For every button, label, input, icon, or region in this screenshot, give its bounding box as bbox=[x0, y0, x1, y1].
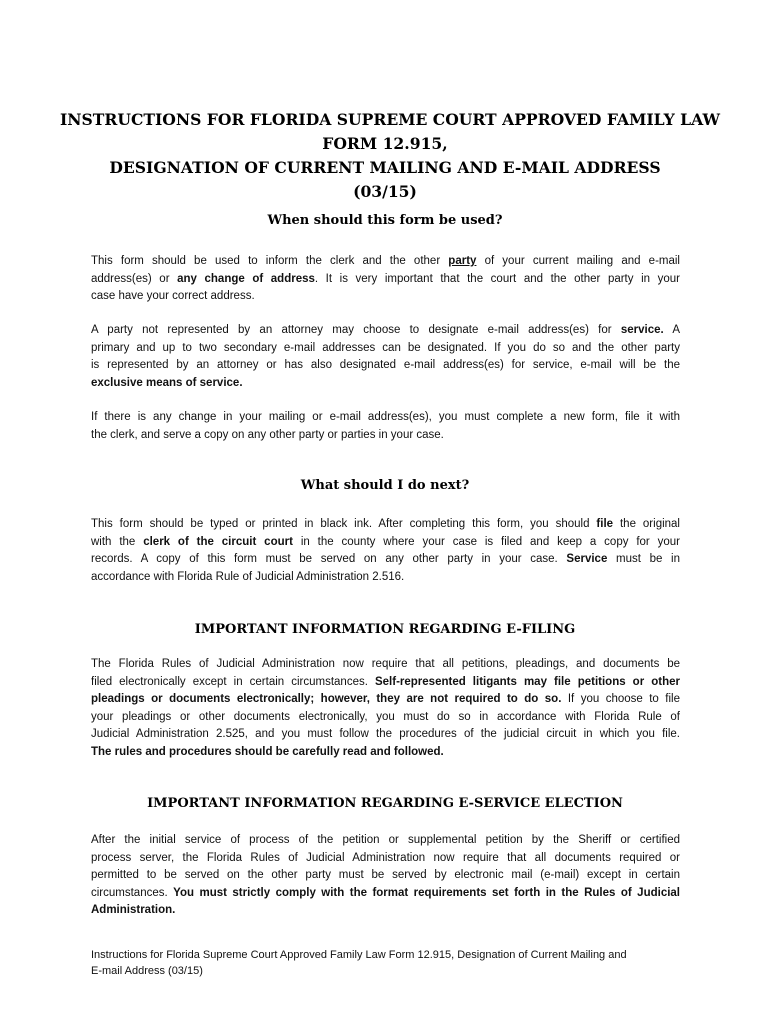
text-line: A party not represented by an attorney may choose to designate e-mail address(es) for service. A bbox=[91, 324, 681, 336]
title-line-3: DESIGNATION OF CURRENT MAILING AND E-MAIL ADDRESS bbox=[109, 158, 661, 177]
text-line: The Florida Rules of Judicial Administration now require that all petitions, pleadings, and documents be bbox=[91, 658, 680, 670]
paragraph-next-steps bbox=[91, 516, 680, 586]
text-line: the clerk, and serve a copy on any other party or parties in your case. bbox=[91, 428, 444, 441]
text-line: is represented by an attorney or has also designated e-mail address(es) for service, e-mail will be the bbox=[91, 359, 680, 372]
paragraph-efiling bbox=[91, 656, 680, 762]
text-line: with the clerk of the circuit court in the county where your case is filed and keep a copy for your bbox=[91, 535, 681, 548]
text-line: After the initial service of process of the petition or supplemental petition by the Sheriff or certified bbox=[91, 834, 680, 846]
text-line: The rules and procedures should be carefully read and followed. bbox=[91, 745, 444, 758]
title-line-2: FORM 12.915, bbox=[322, 134, 448, 153]
text-line: primary and up to two secondary e-mail addresses can be designated. If you do so and the other party bbox=[91, 341, 680, 354]
text-line: This form should be typed or printed in black ink. After completing this form, you should file the original bbox=[91, 518, 680, 530]
paragraph-eservice bbox=[91, 832, 680, 920]
paragraph-purpose bbox=[91, 253, 680, 306]
paragraph-address-change bbox=[91, 409, 680, 444]
text-line: records. A copy of this form must be served on any other party in your case. Service must be in bbox=[91, 553, 680, 566]
title-line-1: INSTRUCTIONS FOR FLORIDA SUPREME COURT APPROVED FAMILY LAW bbox=[60, 110, 720, 129]
paragraph-email-service bbox=[91, 322, 680, 392]
footer-line-2: E-mail Address (03/15) bbox=[91, 964, 203, 977]
text-line: Administration. bbox=[91, 904, 176, 917]
text-line: case have your correct address. bbox=[91, 290, 255, 303]
text-line: permitted to be served on the other party must be served by electronic mail (e-mail) except in certain bbox=[91, 869, 680, 882]
party-term: party bbox=[448, 255, 477, 267]
text-line: If there is any change in your mailing or e-mail address(es), you must complete a new form, file it with bbox=[91, 411, 680, 423]
section-heading-efiling: IMPORTANT INFORMATION REGARDING E-FILING bbox=[194, 622, 576, 637]
text-line: Judicial Administration 2.525, and you must follow the procedures of the judicial circuit in which you file. bbox=[91, 728, 680, 741]
page-footer bbox=[91, 948, 691, 979]
text-line: filed electronically except in certain circumstances. Self-represented litigants may file petitions or other bbox=[91, 675, 680, 688]
text-line: address(es) or any change of address. It is very important that the court and the other party in your bbox=[91, 272, 680, 285]
section-heading-next: What should I do next? bbox=[300, 478, 470, 493]
text-line: exclusive means of service. bbox=[91, 376, 243, 389]
text-line: process server, the Florida Rules of Judicial Administration now require that all documents required or bbox=[91, 851, 680, 864]
text-line: your pleadings or other documents electronically, you must do so in accordance with Florida Rule of bbox=[91, 710, 680, 723]
footer-line-1: Instructions for Florida Supreme Court Approved Family Law Form 12.915, Designation of Current Mailing and bbox=[91, 949, 627, 961]
text-line: circumstances. You must strictly comply with the format requirements set forth in the Rules of Judicial bbox=[91, 886, 680, 899]
section-heading-eservice: IMPORTANT INFORMATION REGARDING E-SERVICE ELECTION bbox=[147, 796, 623, 811]
section-heading-when: When should this form be used? bbox=[267, 213, 503, 228]
document-title bbox=[60, 108, 720, 204]
text-line: accordance with Florida Rule of Judicial Administration 2.516. bbox=[91, 570, 405, 583]
text-line: This form should be used to inform the clerk and the other party of your current mailing and e-mail bbox=[91, 255, 680, 267]
text-line: pleadings or documents electronically; however, they are not required to do so. If you choose to file bbox=[91, 693, 680, 706]
title-line-4: (03/15) bbox=[353, 182, 417, 201]
